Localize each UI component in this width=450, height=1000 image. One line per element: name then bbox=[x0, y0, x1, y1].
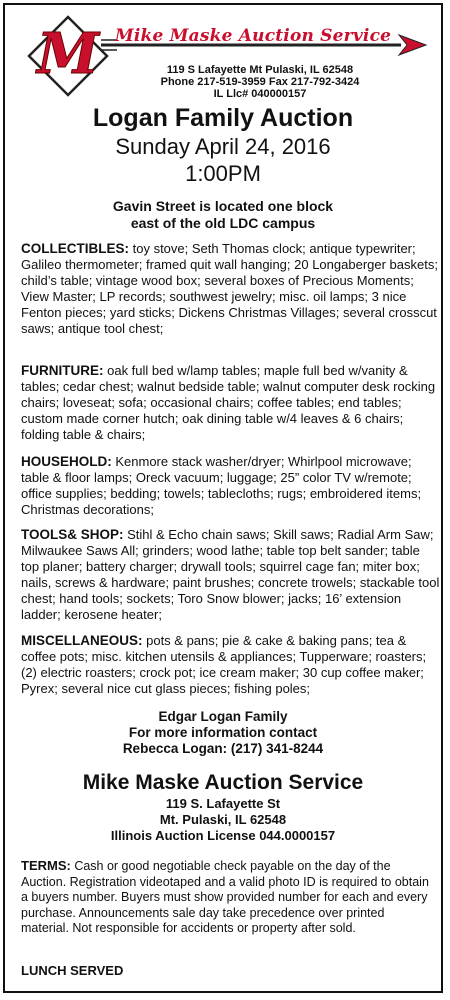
section-miscellaneous bbox=[21, 633, 441, 697]
section-heading: TOOLS& SHOP: bbox=[21, 527, 124, 542]
terms-block bbox=[21, 858, 433, 937]
company-block bbox=[5, 770, 441, 844]
section-text: oak full bed w/lamp tables; maple full bed w/vanity & tables; cedar chest; walnut bedside table; walnut computer desk rocking chairs; loveseat; sofa; occasional chairs; coffee tables; end tables; custom made corner hutch; oak dining table w/4 leaves & 6 chairs; folding table & chairs; bbox=[21, 363, 436, 442]
auction-date: Sunday April 24, 2016 bbox=[115, 134, 331, 159]
section-furniture bbox=[21, 363, 441, 443]
section-heading: FURNITURE: bbox=[21, 363, 104, 378]
auction-title-block bbox=[5, 103, 441, 187]
svg-text:M: M bbox=[37, 21, 99, 87]
section-text: pots & pans; pie & cake & baking pans; tea & coffee pots; misc. kitchen utensils & appliances; Tupperware; roasters; (2) electric roasters; crock pot; ice cream maker; 30 cup coffee maker; Pyrex; several nice cut glass pieces; fishing poles; bbox=[21, 633, 427, 696]
header-phones: Phone 217-519-3959 Fax 217-792-3424 bbox=[160, 76, 360, 88]
section-heading: HOUSEHOLD: bbox=[21, 454, 112, 469]
company-name: Mike Maske Auction Service bbox=[82, 771, 364, 794]
company-license: Illinois Auction License 044.0000157 bbox=[110, 828, 336, 843]
section-collectibles bbox=[21, 241, 441, 337]
contact-person: Rebecca Logan: (217) 341-8244 bbox=[122, 741, 324, 756]
company-city: Mt. Pulaski, IL 62548 bbox=[159, 812, 287, 827]
terms-text: Cash or good negotiable check payable on the day of the Auction. Registration videotaped and a valid photo ID is required to obtain a buyers number. Buyers must show provided number for each and every purchase. Announcements sale day take precedence over printed material. Not responsible for accidents or property after sold. bbox=[21, 859, 429, 935]
section-heading: COLLECTIBLES: bbox=[21, 241, 129, 256]
auction-time: 1:00PM bbox=[185, 161, 261, 186]
terms-heading: TERMS: bbox=[21, 858, 71, 873]
header-address: 119 S Lafayette Mt Pulaski, IL 62548 bbox=[166, 64, 354, 76]
auction-ad bbox=[3, 3, 443, 993]
header-license: IL Llc# 040000157 bbox=[213, 88, 307, 100]
section-text: Kenmore stack washer/dryer; Whirlpool microwave; table & floor lamps; Oreck vacuum; luggage; 25” color TV w/remote; office supplies; bedding; towels; tablecloths; rugs; embroidered items; Christmas decorations; bbox=[21, 454, 422, 517]
directions bbox=[5, 198, 441, 232]
header-company-name: Mike Maske Auction Service bbox=[114, 26, 392, 46]
section-household bbox=[21, 454, 441, 518]
mm-logo-icon bbox=[27, 15, 109, 97]
section-heading: MISCELLANEOUS: bbox=[21, 633, 143, 648]
contact-block bbox=[5, 709, 441, 757]
directions-line-2: east of the old LDC campus bbox=[130, 215, 316, 231]
contact-family: Edgar Logan Family bbox=[158, 709, 288, 724]
company-street: 119 S. Lafayette St bbox=[165, 796, 281, 811]
contact-info: For more information contact bbox=[128, 725, 318, 740]
auction-title: Logan Family Auction bbox=[92, 104, 354, 132]
lunch-served: LUNCH SERVED bbox=[21, 963, 124, 978]
section-text: toy stove; Seth Thomas clock; antique typewriter; Galileo thermometer; framed quit wall hanging; 20 Longaberger baskets; child’s table; vintage wood box; several boxes of Precious Moments; View Master; LP records; southwest jewelry; misc. oil lamps; 3 nice Fenton pieces; yard sticks; Dickens Christmas Villages; several crosscut saws; antique tool chest; bbox=[21, 241, 438, 336]
directions-line-1: Gavin Street is located one block bbox=[112, 198, 334, 214]
section-text: Stihl & Echo chain saws; Skill saws; Radial Arm Saw; Milwaukee Saws All; grinders; wood lathe; table top belt sander; table top planer; battery charger; drywall tools; squirrel cage fan; miter box; nails, screws & hardware; paint brushes; concrete trowels; stackable tool chest; hand tools; sockets; Toro Snow blower; jacks; 16’ extension ladder; kerosene heater; bbox=[21, 527, 440, 622]
section-tools-shop bbox=[21, 527, 441, 623]
